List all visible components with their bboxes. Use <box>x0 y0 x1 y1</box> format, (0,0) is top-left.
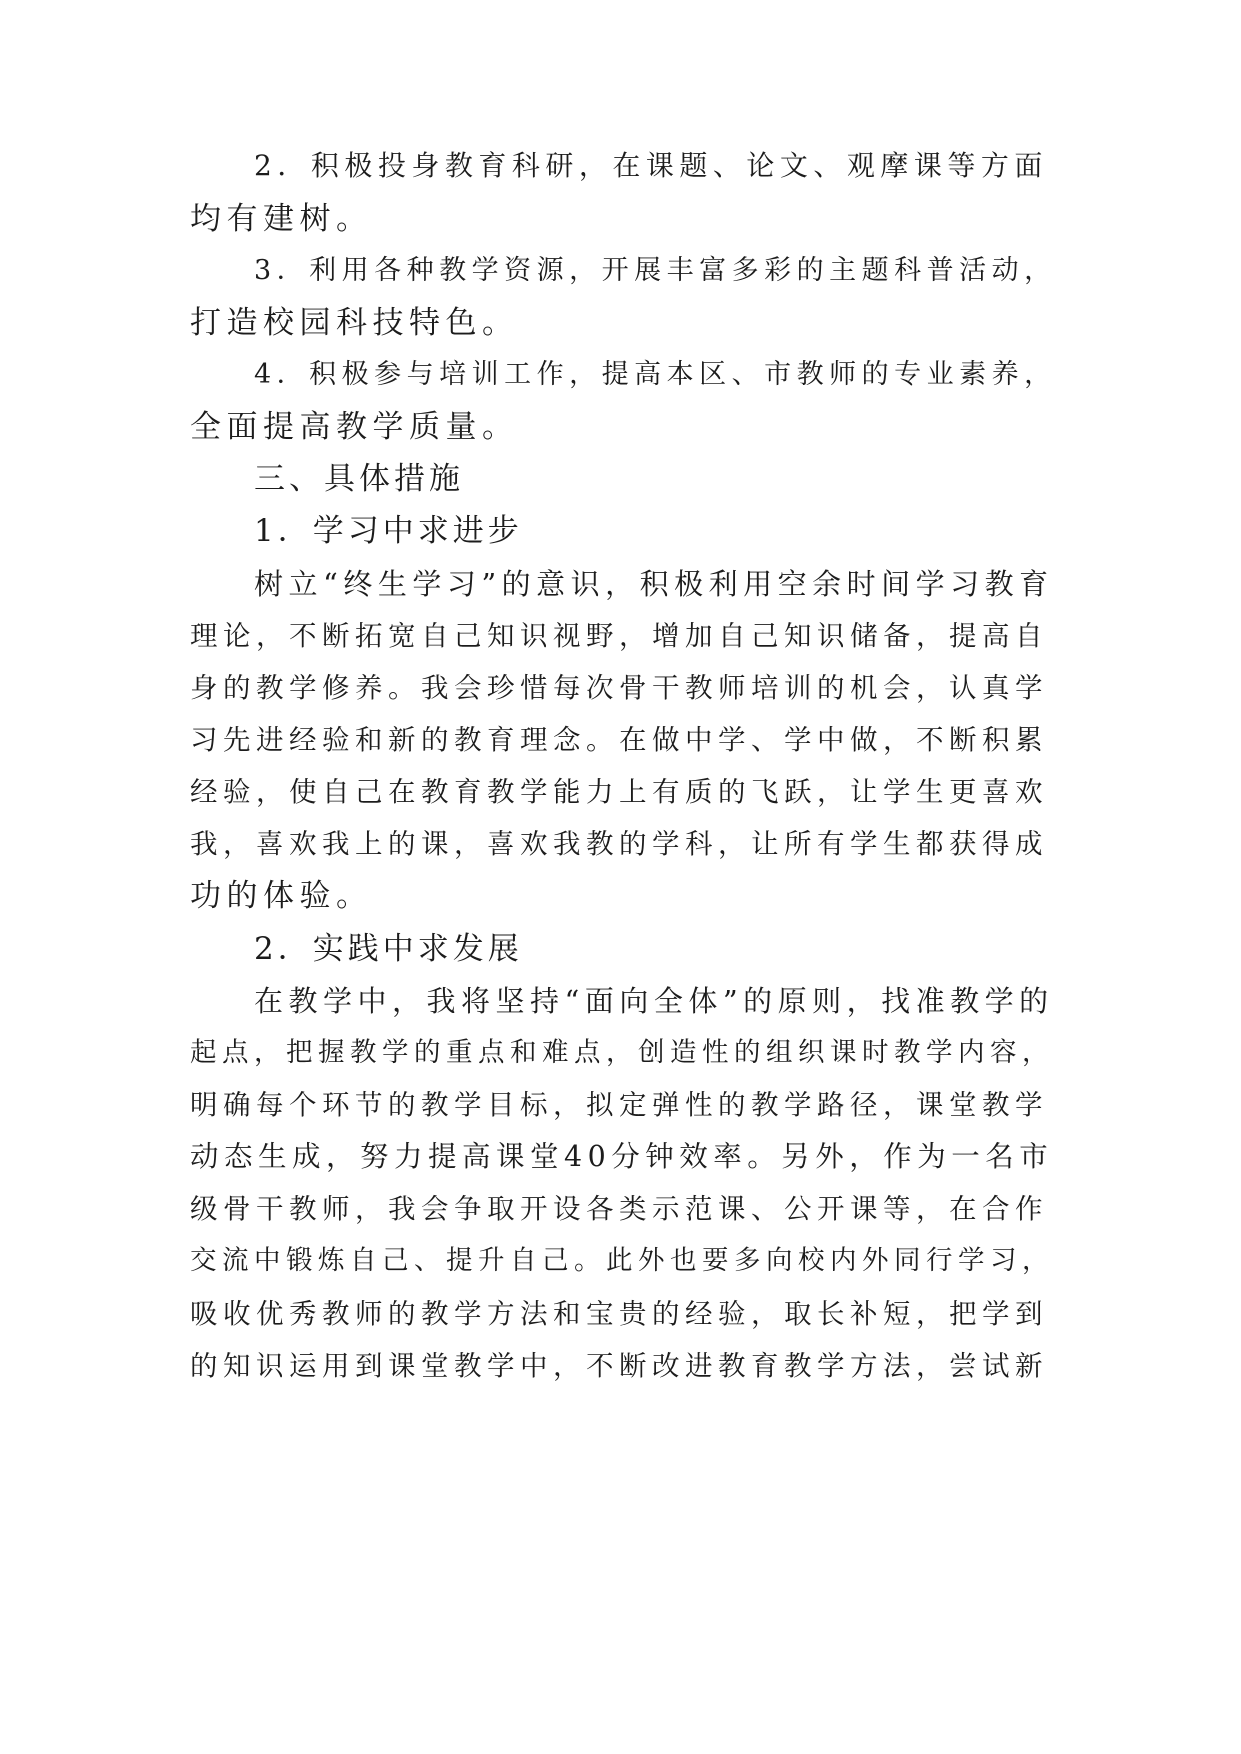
subheading-learning: 1．学习中求进步 <box>254 513 523 549</box>
section-heading-measures: 三、具体措施 <box>254 461 464 497</box>
practice-para-line-2: 起点，把握教学的重点和难点，创造性的组织课时教学内容， <box>190 1037 1054 1068</box>
learning-para-line-2: 理论，不断拓宽自己知识视野，增加自己知识储备，提高自 <box>190 620 1048 652</box>
practice-para-line-7: 吸收优秀教师的教学方法和宝贵的经验，取长补短，把学到 <box>190 1298 1048 1330</box>
goal-3-line-2: 打造校园科技特色。 <box>190 305 519 341</box>
goal-2-line-2: 均有建树。 <box>190 201 373 237</box>
learning-para-line-3: 身的教学修养。我会珍惜每次骨干教师培训的机会，认真学 <box>190 672 1048 704</box>
goal-3-line-1: 3．利用各种教学资源，开展丰富多彩的主题科普活动， <box>254 255 1057 286</box>
practice-para-line-4: 动态生成，努力提高课堂40分钟效率。另外，作为一名市 <box>190 1140 1054 1173</box>
practice-para-line-3: 明确每个环节的教学目标，拟定弹性的教学路径，课堂教学 <box>190 1089 1048 1121</box>
learning-para-line-7: 功的体验。 <box>190 878 373 914</box>
learning-para-line-6: 我，喜欢我上的课，喜欢我教的学科，让所有学生都获得成 <box>190 828 1048 860</box>
practice-para-line-8: 的知识运用到课堂教学中，不断改进教育教学方法，尝试新 <box>190 1350 1048 1382</box>
subheading-practice: 2．实践中求发展 <box>254 931 523 967</box>
practice-para-line-1: 在教学中，我将坚持“面向全体”的原则，找准教学的 <box>254 984 1054 1018</box>
learning-para-line-1: 树立“终生学习”的意识，积极利用空余时间学习教育 <box>254 567 1054 601</box>
practice-para-line-6: 交流中锻炼自己、提升自己。此外也要多向校内外同行学习， <box>190 1245 1054 1276</box>
learning-para-line-5: 经验，使自己在教育教学能力上有质的飞跃，让学生更喜欢 <box>190 776 1048 808</box>
goal-4-line-1: 4．积极参与培训工作，提高本区、市教师的专业素养， <box>254 359 1057 390</box>
goal-2-line-1: 2．积极投身教育科研，在课题、论文、观摩课等方面 <box>254 149 1048 182</box>
goal-4-line-2: 全面提高教学质量。 <box>190 409 519 445</box>
practice-para-line-5: 级骨干教师，我会争取开设各类示范课、公开课等，在合作 <box>190 1193 1048 1225</box>
learning-para-line-4: 习先进经验和新的教育理念。在做中学、学中做，不断积累 <box>190 724 1048 756</box>
